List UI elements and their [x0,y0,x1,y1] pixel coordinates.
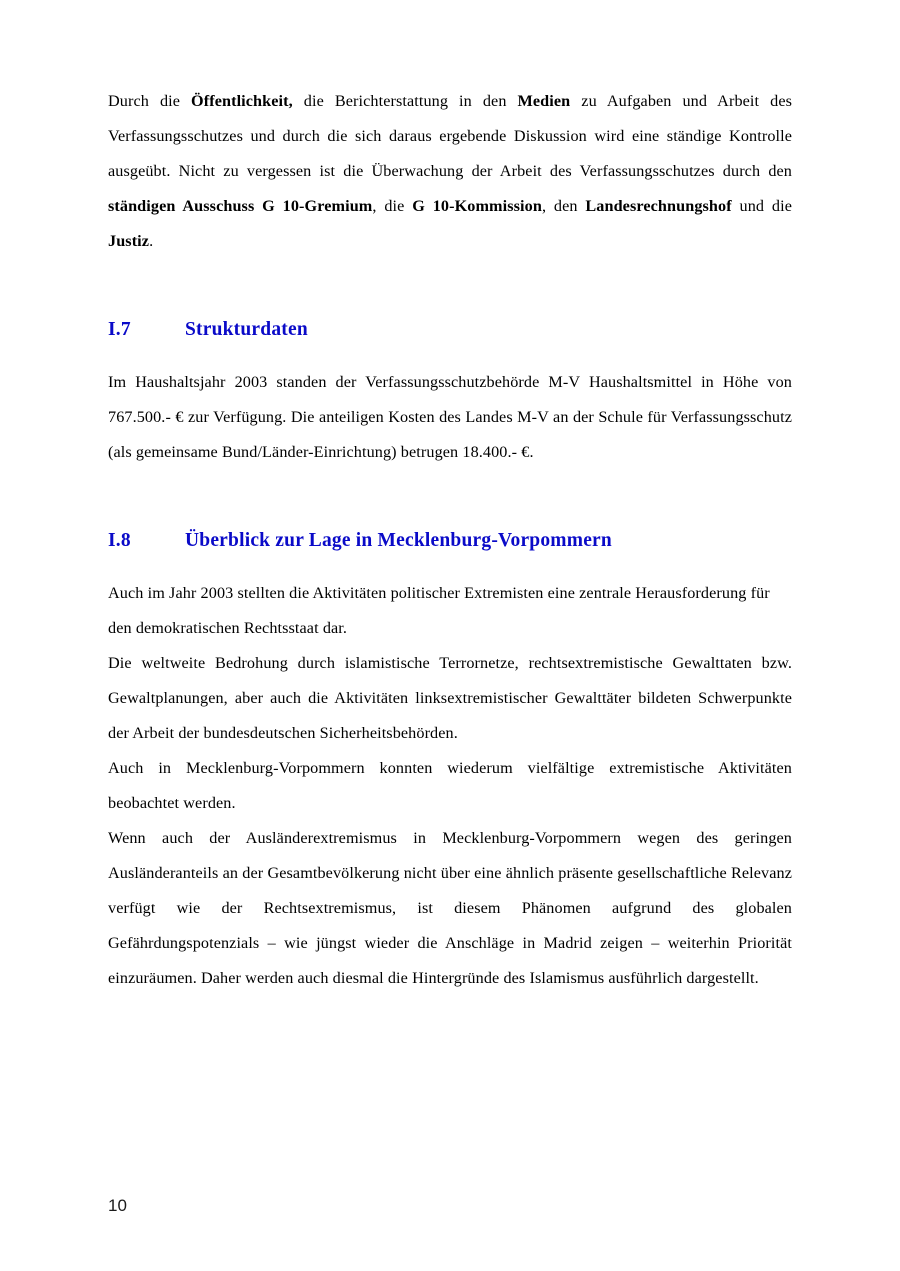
section-title-i8: Überblick zur Lage in Mecklenburg-Vorpommern [185,530,612,551]
section-title-i7: Strukturdaten [185,319,308,340]
intro-paragraph [108,84,792,259]
spacer-before-i7-heading [108,259,792,317]
section-heading-i7 [108,317,792,343]
section-number-i7: I.7 [108,319,131,340]
section-i8-paragraph-3: Auch in Mecklenburg-Vorpommern konnten wiederum vielfältige extremistische Aktivitäten beobachtet werden. [108,759,792,812]
page-number: 10 [108,1196,127,1215]
section-i7-paragraph: Im Haushaltsjahr 2003 standen der Verfassungsschutzbehörde M-V Haushaltsmittel in Höhe von 767.500.- € zur Verfügung. Die anteiligen Kosten des Landes M-V an der Schule für Verfassungsschutz (als gemeinsame Bund/Länder-Einrichtung) betrugen 18.400.- €. [108,373,792,461]
intro-bold-justiz: Justiz [108,232,150,250]
intro-text-part2: die Berichterstattung in den [292,92,518,110]
intro-bold-ausschuss-g10-gremium: ständigen Ausschuss G 10-Gremium [108,197,373,215]
intro-text-part1: Durch die [108,92,192,110]
page-content [108,84,792,996]
section-heading-i8 [108,528,792,554]
intro-text-part4: , die [372,197,413,215]
section-number-i8: I.8 [108,530,131,551]
section-i8-paragraph-1: Auch im Jahr 2003 stellten die Aktivitäten politischer Extremisten eine zentrale Herausforderung für den demokratischen Rechtsstaat dar. [108,584,770,637]
intro-bold-landesrechnungshof: Landesrechnungshof [585,197,732,215]
intro-text-part5: , den [541,197,586,215]
intro-text-part7: . [149,232,154,250]
spacer-after-i8-heading [108,554,792,576]
intro-bold-g10-kommission: G 10-Kommission [412,197,542,215]
section-i8-paragraph-4: Wenn auch der Ausländerextremismus in Mecklenburg-Vorpommern wegen des geringen Ausländeranteils an der Gesamtbevölkerung nicht über eine ähnlich präsente gesellschaftliche Relevanz verfügt wie der Rechtsextremismus, ist diesem Phänomen aufgrund des globalen Gefährdungspotenzials – wie jüngst wieder die Anschläge in Madrid zeigen – weiterhin Priorität einzuräumen. Daher werden auch diesmal die Hintergründe des Islamismus ausführlich dargestellt. [108,829,792,987]
section-i8-paragraph-2: Die weltweite Bedrohung durch islamistische Terrornetze, rechtsextremistische Gewalttaten bzw. Gewaltplanungen, aber auch die Aktivitäten linksextremistischer Gewalttäter bildeten Schwerpunkte der Arbeit der bundesdeutschen Sicherheitsbehörden. [108,654,792,742]
spacer-after-i7-heading [108,343,792,365]
spacer-before-i8-heading [108,470,792,528]
intro-text-part6: und die [731,197,792,215]
intro-bold-medien: Medien [517,92,571,110]
intro-bold-oeffentlichkeit: Öffentlichkeit, [191,92,293,110]
intro-text-part3: zu Aufgaben und Arbeit des Verfassungsschutzes und durch die sich daraus ergebende Diskussion wird eine ständige Kontrolle ausgeübt. Nicht zu vergessen ist die Überwachung der Arbeit des Verfassungsschutzes durch den [108,92,793,180]
